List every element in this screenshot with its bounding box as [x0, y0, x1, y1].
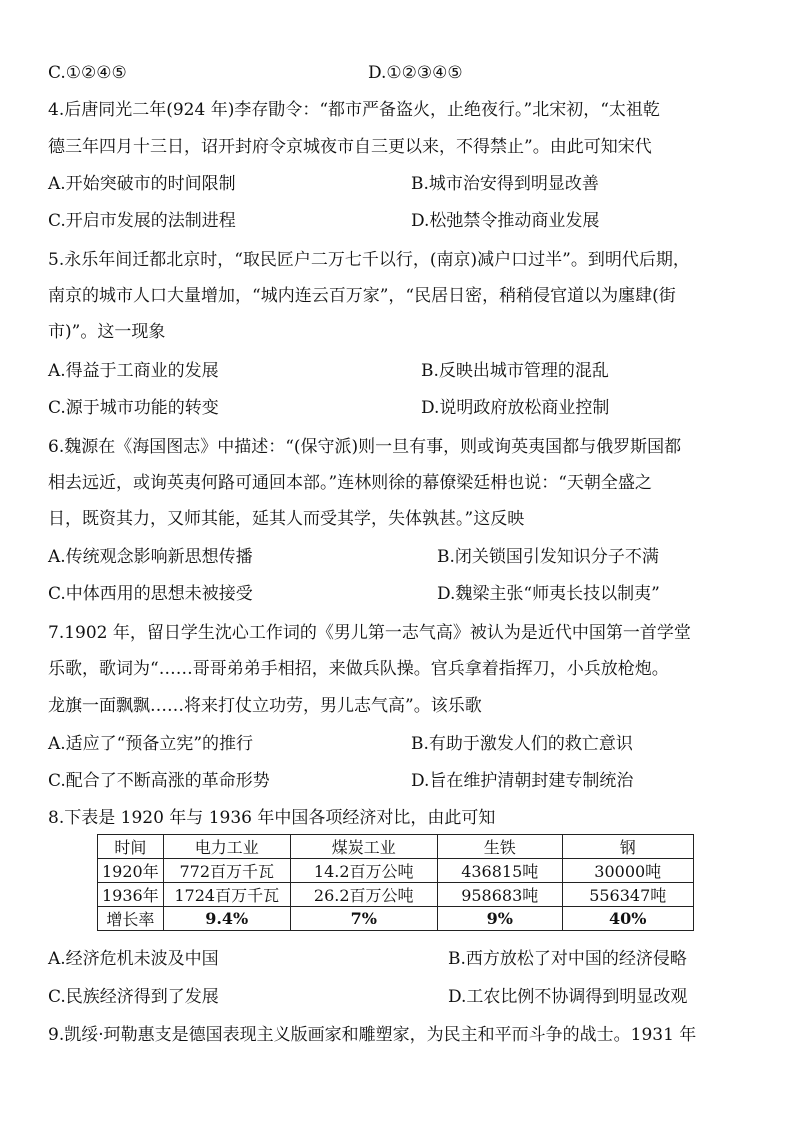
table-header-row — [98, 835, 694, 859]
table-cell: 30000吨 — [562, 859, 693, 883]
table-header-cell: 生铁 — [437, 835, 562, 859]
q8-option-a: A.经济危机未波及中国 — [48, 949, 219, 969]
table-cell: 9.4% — [163, 907, 290, 931]
table-cell: 14.2百万公吨 — [290, 859, 437, 883]
table-cell: 7% — [290, 907, 437, 931]
table-header-cell: 煤炭工业 — [290, 835, 437, 859]
q6-option-a: A.传统观念影响新思想传播 — [48, 547, 253, 567]
q5-stem-line-3: 市)”。这一现象 — [48, 322, 166, 342]
q7-stem-line-1: 7.1902 年，留日学生沈心工作词的《男儿第一志气高》被认为是近代中国第一首学堂 — [48, 623, 691, 643]
table-cell: 1724百万千瓦 — [163, 883, 290, 907]
q4-option-d: D.松弛禁令推动商业发展 — [411, 211, 600, 231]
q9-stem-line-1: 9.凯绥·珂勒惠支是德国表现主义版画家和雕塑家，为民主和平而斗争的战士。1931 年 — [48, 1025, 697, 1045]
table-header-cell: 电力工业 — [163, 835, 290, 859]
q3-option-d: D.①②③④⑤ — [368, 63, 463, 83]
q8-option-c: C.民族经济得到了发展 — [48, 987, 219, 1007]
q4-option-c: C.开启市发展的法制进程 — [48, 211, 236, 231]
table-cell: 9% — [437, 907, 562, 931]
table-row — [98, 883, 694, 907]
q4-stem-line-1: 4.后唐同光二年(924 年)李存勖令：“都市严备盗火，止绝夜行。”北宋初，“太祖乾 — [48, 100, 660, 120]
q5-stem-line-2: 南京的城市人口大量增加，“城内连云百万家”，“民居日密，稍稍侵官道以为廛肆(街 — [48, 286, 676, 306]
q4-option-b: B.城市治安得到明显改善 — [411, 174, 599, 194]
q6-option-b: B.闭关锁国引发知识分子不满 — [437, 547, 659, 567]
table-cell: 1920年 — [98, 859, 164, 883]
table-cell: 增长率 — [98, 907, 164, 931]
q6-option-d: D.魏梁主张“师夷长技以制夷” — [437, 584, 660, 604]
q8-option-b: B.西方放松了对中国的经济侵略 — [448, 949, 687, 969]
q7-option-d: D.旨在维护清朝封建专制统治 — [411, 771, 634, 791]
q7-stem-line-2: 乐歌，歌词为“……哥哥弟弟手相招，来做兵队操。官兵拿着指挥刀，小兵放枪炮。 — [48, 659, 669, 679]
q4-stem-line-2: 德三年四月十三日，诏开封府令京城夜市自三更以来，不得禁止”。由此可知宋代 — [48, 137, 652, 157]
q6-stem-line-1: 6.魏源在《海国图志》中描述：“(保守派)则一旦有事，则或询英夷国都与俄罗斯国都 — [48, 437, 682, 457]
q7-option-c: C.配合了不断高涨的革命形势 — [48, 771, 270, 791]
q8-option-d: D.工农比例不协调得到明显改观 — [448, 987, 688, 1007]
table-cell: 26.2百万公吨 — [290, 883, 437, 907]
table-cell: 1936年 — [98, 883, 164, 907]
table-header-cell: 钢 — [562, 835, 693, 859]
q7-stem-line-3: 龙旗一面飘飘……将来打仗立功劳，男儿志气高”。该乐歌 — [48, 696, 482, 716]
table-header-cell: 时间 — [98, 835, 164, 859]
q5-stem-line-1: 5.永乐年间迁都北京时，“取民匠户二万七千以行，(南京)减户口过半”。到明代后期， — [48, 250, 690, 270]
q5-option-d: D.说明政府放松商业控制 — [421, 398, 610, 418]
q7-option-b: B.有助于激发人们的救亡意识 — [411, 734, 633, 754]
economy-comparison-table — [97, 834, 694, 931]
table-row — [98, 907, 694, 931]
table-cell: 958683吨 — [437, 883, 562, 907]
table-row — [98, 859, 694, 883]
q6-stem-line-2: 相去远近，或询英夷何路可通回本部。”连林则徐的幕僚梁廷枏也说：“天朝全盛之 — [48, 473, 652, 493]
q6-stem-line-3: 日，既资其力，又师其能，延其人而受其学，失体孰甚。”这反映 — [48, 509, 525, 529]
q6-option-c: C.中体西用的思想未被接受 — [48, 584, 253, 604]
table-cell: 556347吨 — [562, 883, 693, 907]
q5-option-a: A.得益于工商业的发展 — [48, 361, 219, 381]
q3-option-c: C.①②④⑤ — [48, 63, 127, 83]
q5-option-b: B.反映出城市管理的混乱 — [421, 361, 609, 381]
q8-stem-line-1: 8.下表是 1920 年与 1936 年中国各项经济对比，由此可知 — [48, 808, 496, 828]
table-cell: 436815吨 — [437, 859, 562, 883]
table-cell: 772百万千瓦 — [163, 859, 290, 883]
table-cell: 40% — [562, 907, 693, 931]
q5-option-c: C.源于城市功能的转变 — [48, 398, 219, 418]
q4-option-a: A.开始突破市的时间限制 — [48, 174, 236, 194]
q7-option-a: A.适应了“预备立宪”的推行 — [48, 734, 254, 754]
